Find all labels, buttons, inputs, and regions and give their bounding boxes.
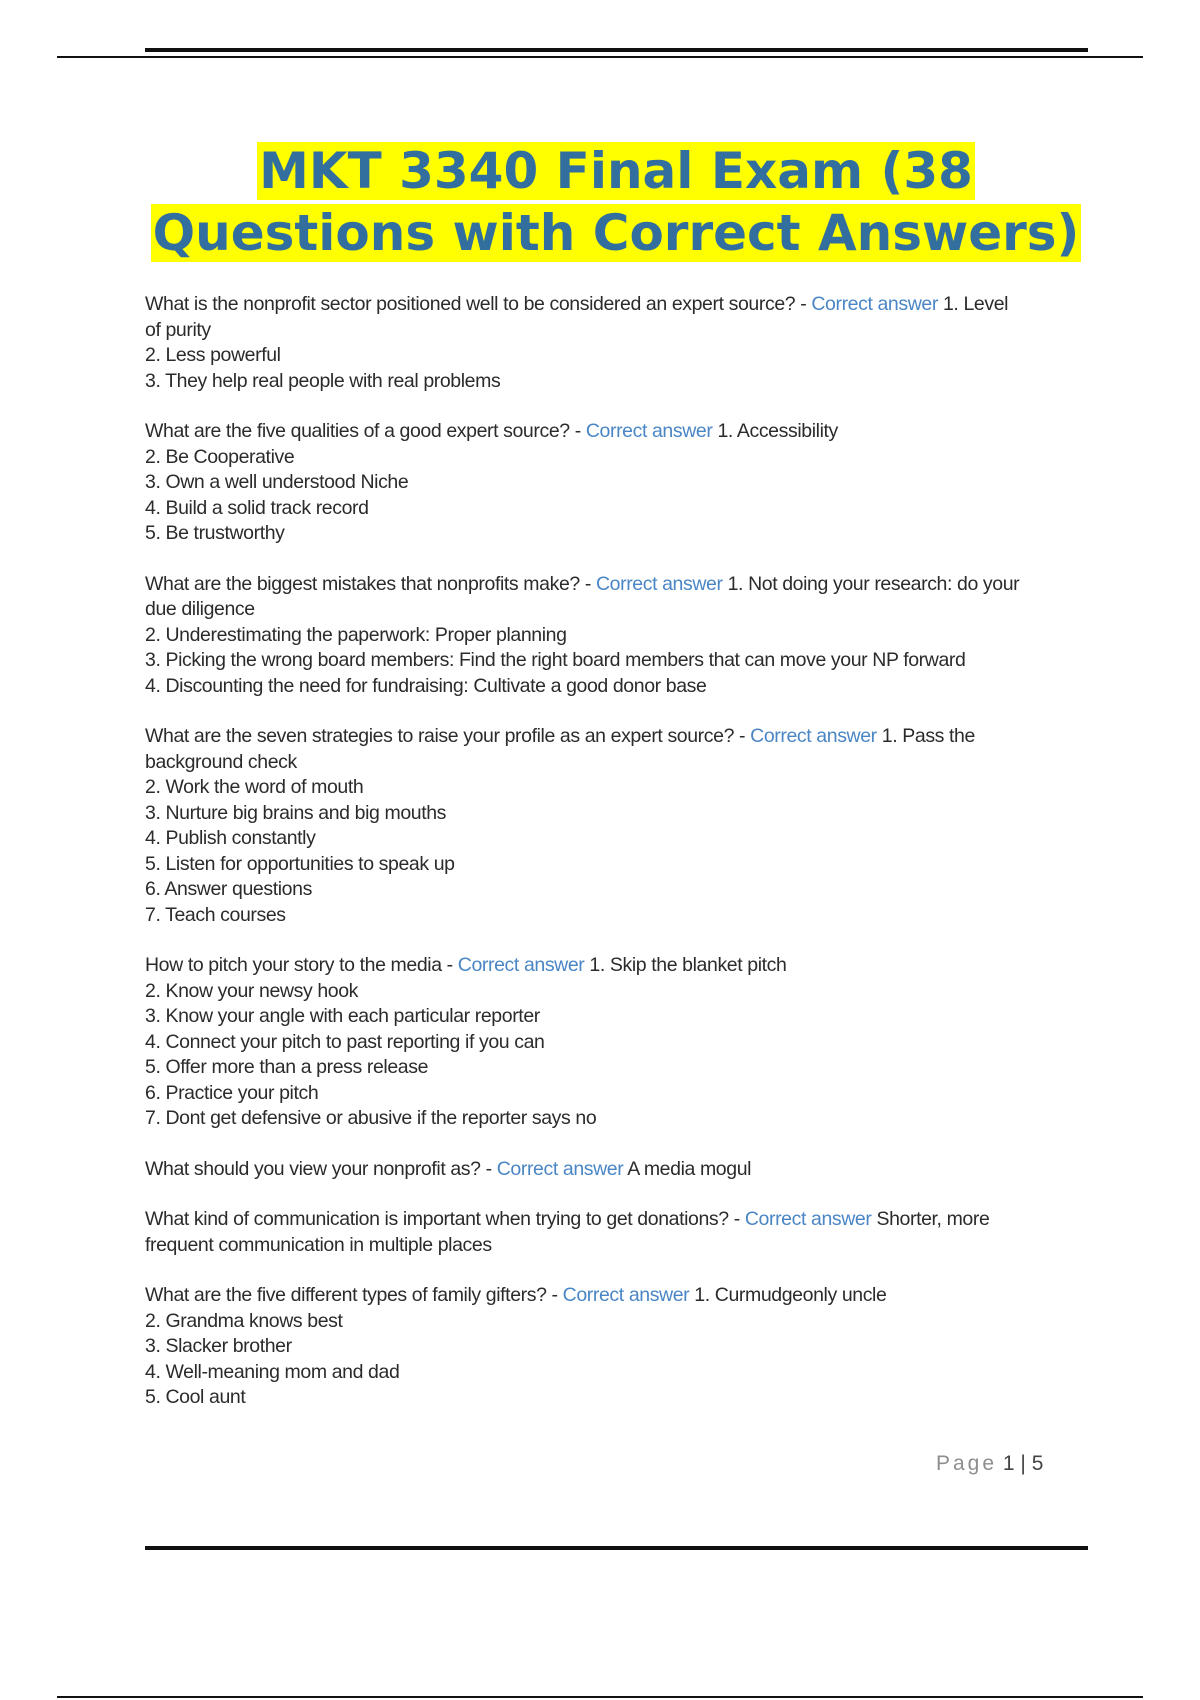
question-text: What are the biggest mistakes that nonprofits make? - bbox=[145, 572, 596, 595]
question-line bbox=[145, 724, 1090, 750]
question-line bbox=[145, 419, 1090, 445]
question-text: What are the five qualities of a good expert source? - bbox=[145, 420, 586, 442]
bottom-rule bbox=[57, 1696, 1143, 1698]
qa-item bbox=[145, 724, 1090, 928]
question-text: What are the seven strategies to raise your profile as an expert source? - bbox=[145, 725, 751, 747]
answer-list-item: 2. Work the word of mouth bbox=[145, 776, 364, 798]
answer-list-item: 5. Cool aunt bbox=[145, 1386, 246, 1408]
question-line bbox=[145, 1157, 1090, 1183]
question-line bbox=[145, 292, 1090, 318]
answer-continuation: frequent communication in multiple places bbox=[145, 1233, 492, 1256]
answer-text: A media mogul bbox=[623, 1157, 752, 1180]
qa-item bbox=[145, 1283, 1090, 1411]
answer-list-item: 2. Less powerful bbox=[145, 344, 281, 366]
qa-item bbox=[145, 1207, 1090, 1258]
answer-list-item: 2. Grandma knows best bbox=[145, 1309, 343, 1332]
answer-list-item: 2. Be Cooperative bbox=[145, 445, 295, 468]
answer-list-item: 6. Practice your pitch bbox=[145, 1081, 319, 1104]
answer-text: 1. Curmudgeonly uncle bbox=[689, 1284, 887, 1306]
answer-list-item: 6. Answer questions bbox=[145, 878, 312, 900]
qa-list bbox=[145, 292, 1090, 1436]
correct-answer-label: Correct answer bbox=[595, 572, 723, 595]
qa-item bbox=[145, 1157, 1090, 1183]
page-separator: | bbox=[1014, 1452, 1032, 1475]
correct-answer-label: Correct answer bbox=[744, 1208, 872, 1230]
correct-answer-label: Correct answer bbox=[562, 1284, 690, 1306]
answer-list-item: 3. Slacker brother bbox=[145, 1335, 292, 1357]
footer-rule bbox=[145, 1546, 1088, 1550]
page-number bbox=[936, 1452, 1043, 1476]
title-line-1: MKT 3340 Final Exam (38 bbox=[259, 142, 973, 200]
qa-item bbox=[145, 419, 1090, 547]
answer-list-item: 4. Discounting the need for fundraising: Cultivate a good donor base bbox=[145, 674, 707, 697]
correct-answer-label: Correct answer bbox=[496, 1157, 624, 1180]
answer-text: 1. Not doing your research: do your bbox=[722, 572, 1020, 595]
question-line bbox=[145, 1207, 1090, 1233]
question-text: What are the five different types of family gifters? - bbox=[145, 1284, 563, 1306]
document-title bbox=[140, 140, 1092, 264]
answer-list-item: 4. Build a solid track record bbox=[145, 496, 369, 519]
page-word: Page bbox=[936, 1452, 998, 1475]
correct-answer-label: Correct answer bbox=[585, 420, 713, 442]
question-text: How to pitch your story to the media - bbox=[145, 954, 458, 976]
answer-list-item: 3. Picking the wrong board members: Find the right board members that can move your NP forward bbox=[145, 649, 966, 671]
question-line bbox=[145, 953, 1090, 979]
top-rule bbox=[57, 56, 1143, 58]
title-line-2: Questions with Correct Answers) bbox=[152, 204, 1080, 262]
qa-item bbox=[145, 953, 1090, 1132]
answer-text: 1. Accessibility bbox=[712, 420, 838, 442]
correct-answer-label: Correct answer bbox=[811, 293, 938, 315]
total-pages: 5 bbox=[1031, 1452, 1044, 1475]
answer-continuation: due diligence bbox=[145, 598, 255, 620]
answer-list-item: 7. Teach courses bbox=[145, 903, 286, 926]
answer-list-item: 3. They help real people with real problems bbox=[145, 369, 501, 392]
qa-item bbox=[145, 572, 1090, 700]
question-text: What kind of communication is important when trying to get donations? - bbox=[145, 1208, 745, 1230]
question-text: What should you view your nonprofit as? - bbox=[145, 1157, 497, 1180]
answer-text: 1. Skip the blanket pitch bbox=[584, 954, 787, 976]
answer-list-item: 2. Underestimating the paperwork: Proper planning bbox=[145, 623, 567, 646]
answer-text: Shorter, more bbox=[871, 1208, 990, 1230]
header-rule bbox=[145, 48, 1088, 52]
answer-list-item: 3. Own a well understood Niche bbox=[145, 471, 409, 493]
correct-answer-label: Correct answer bbox=[750, 725, 877, 747]
question-text: What is the nonprofit sector positioned well to be considered an expert source? - bbox=[145, 293, 812, 315]
answer-list-item: 4. Connect your pitch to past reporting if you can bbox=[145, 1030, 545, 1053]
correct-answer-label: Correct answer bbox=[457, 954, 585, 976]
answer-list-item: 4. Well-meaning mom and dad bbox=[145, 1360, 400, 1383]
answer-list-item: 3. Know your angle with each particular reporter bbox=[145, 1005, 540, 1027]
answer-list-item: 5. Listen for opportunities to speak up bbox=[145, 852, 455, 875]
question-line bbox=[145, 572, 1090, 598]
answer-list-item: 2. Know your newsy hook bbox=[145, 979, 359, 1002]
answer-list-item: 4. Publish constantly bbox=[145, 827, 316, 849]
answer-continuation: background check bbox=[145, 750, 297, 773]
answer-continuation: of purity bbox=[145, 318, 211, 341]
question-line bbox=[145, 1283, 1090, 1309]
current-page: 1 bbox=[1002, 1452, 1015, 1475]
qa-item bbox=[145, 292, 1090, 394]
answer-text: 1. Level bbox=[937, 293, 1009, 315]
answer-list-item: 5. Offer more than a press release bbox=[145, 1056, 429, 1078]
answer-list-item: 5. Be trustworthy bbox=[145, 522, 285, 544]
answer-list-item: 7. Dont get defensive or abusive if the reporter says no bbox=[145, 1107, 597, 1129]
answer-text: 1. Pass the bbox=[876, 725, 975, 747]
answer-list-item: 3. Nurture big brains and big mouths bbox=[145, 801, 447, 824]
